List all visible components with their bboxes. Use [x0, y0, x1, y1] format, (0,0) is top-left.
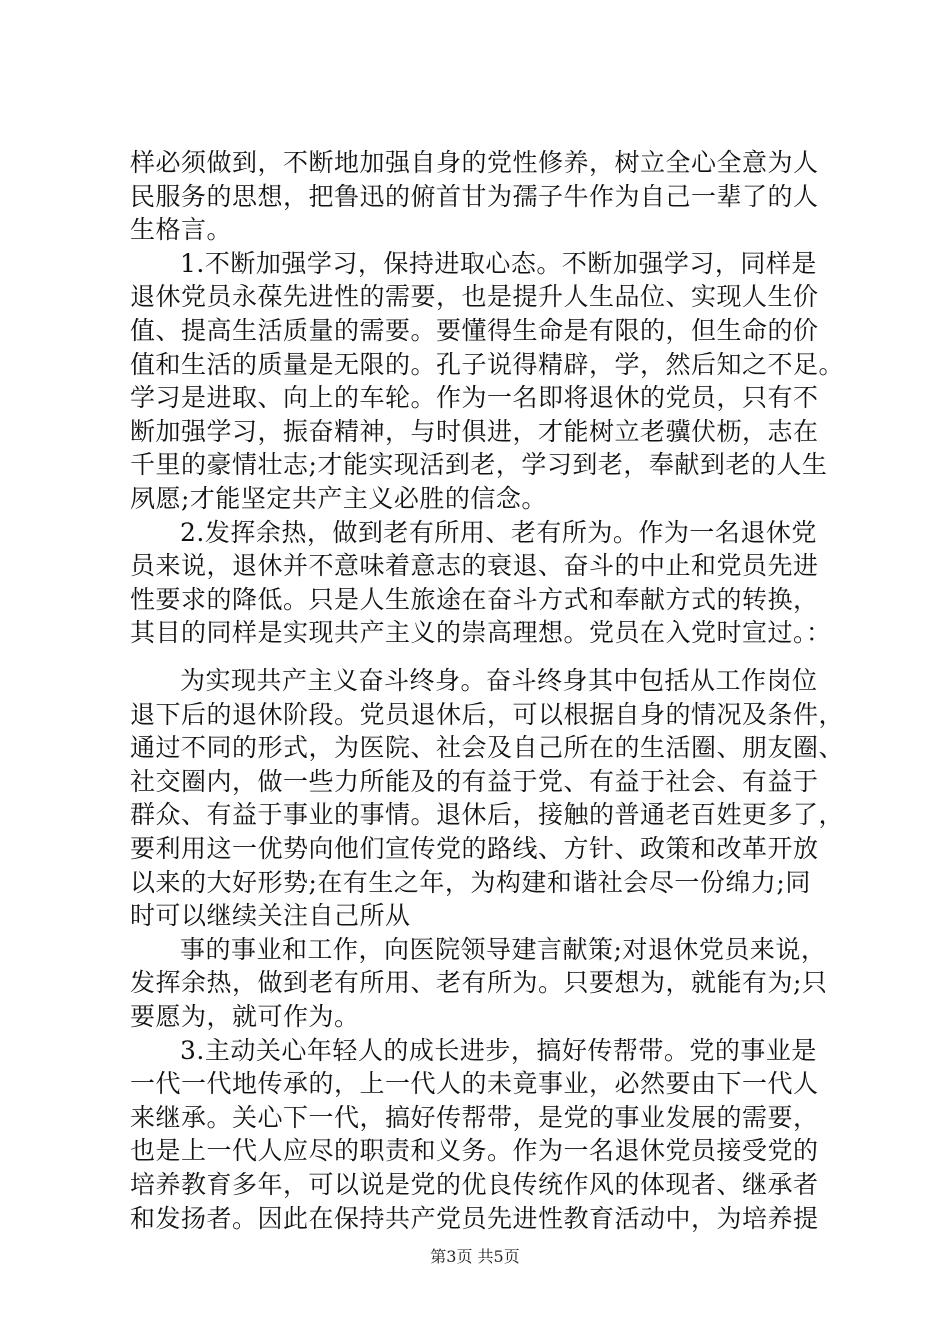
- text-line: 2.发挥余热，做到老有所用、老有所为。作为一名退休党: [180, 518, 817, 547]
- text-line: 也是上一代人应尽的职责和义务。作为一名退休党员接受党的: [130, 1136, 819, 1165]
- text-line: 3.主动关心年轻人的成长进步，搞好传帮带。党的事业是: [180, 1036, 817, 1065]
- text-line: 其目的同样是实现共产主义的崇高理想。党员在入党时宣过。：: [130, 618, 832, 647]
- text-line: 为实现共产主义奋斗终身。奋斗终身其中包括从工作岗位: [180, 666, 818, 695]
- text-line: 一代一代地传承的，上一代人的未竟事业，必然要由下一代人: [130, 1069, 819, 1098]
- text-line: 要愿为，就可作为。: [130, 1002, 360, 1031]
- text-line: 退休党员永葆先进性的需要，也是提升人生品位、实现人生价: [130, 282, 819, 311]
- text-line: 断加强学习，振奋精神，与时俱进，才能树立老骥伏枥，志在: [130, 417, 819, 446]
- text-line: 千里的豪情壮志;才能实现活到老，学习到老，奉献到老的人生: [130, 450, 828, 479]
- text-line: 时可以继续关注自己所从: [130, 901, 411, 930]
- text-line: 事的事业和工作，向医院领导建言献策;对退休党员来说，: [180, 935, 827, 964]
- text-line: 员来说，退休并不意味着意志的衰退、奋斗的中止和党员先进: [130, 551, 819, 580]
- text-line: 1.不断加强学习，保持进取心态。不断加强学习，同样是: [180, 249, 817, 278]
- text-line: 值、提高生活质量的需要。要懂得生命是有限的，但生命的价: [130, 316, 819, 345]
- text-line: 生格言。: [130, 215, 233, 244]
- text-line: 和发扬者。因此在保持共产党员先进性教育活动中，为培养提: [130, 1204, 819, 1233]
- text-line: 培养教育多年，可以说是党的优良传统作风的体现者、继承者: [130, 1170, 819, 1199]
- text-line: 民服务的思想，把鲁迅的俯首甘为孺子牛作为自己一辈了的人: [130, 182, 819, 211]
- text-line: 学习是进取、向上的车轮。作为一名即将退休的党员，只有不: [130, 383, 819, 412]
- text-line: 值和生活的质量是无限的。孔子说得精辟，学，然后知之不足。: [130, 350, 845, 379]
- text-line: 来继承。关心下一代，搞好传帮带，是党的事业发展的需要，: [130, 1103, 819, 1132]
- text-line: 样必须做到，不断地加强自身的党性修养，树立全心全意为人: [130, 148, 819, 177]
- text-line: 要利用这一优势向他们宣传党的路线、方针、政策和改革开放: [130, 834, 819, 863]
- text-line: 性要求的降低。只是人生旅途在奋斗方式和奉献方式的转换，: [130, 585, 819, 614]
- text-line: 发挥余热，做到老有所用、老有所为。只要想为，就能有为;只: [130, 968, 828, 997]
- text-line: 以来的大好形势;在有生之年，为构建和谐社会尽一份绵力;同: [130, 868, 811, 897]
- text-line: 退下后的退休阶段。党员退休后，可以根据自身的情况及条件，: [130, 700, 845, 729]
- text-line: 社交圈内，做一些力所能及的有益于党、有益于社会、有益于: [130, 767, 819, 796]
- text-line: 通过不同的形式，为医院、社会及自己所在的生活圈、朋友圈、: [130, 733, 845, 762]
- text-line: 群众、有益于事业的事情。退休后，接触的普通老百姓更多了，: [130, 800, 845, 829]
- text-line: 夙愿;才能坚定共产主义必胜的信念。: [130, 484, 547, 513]
- page-footer: 第3页 共5页: [430, 1247, 520, 1266]
